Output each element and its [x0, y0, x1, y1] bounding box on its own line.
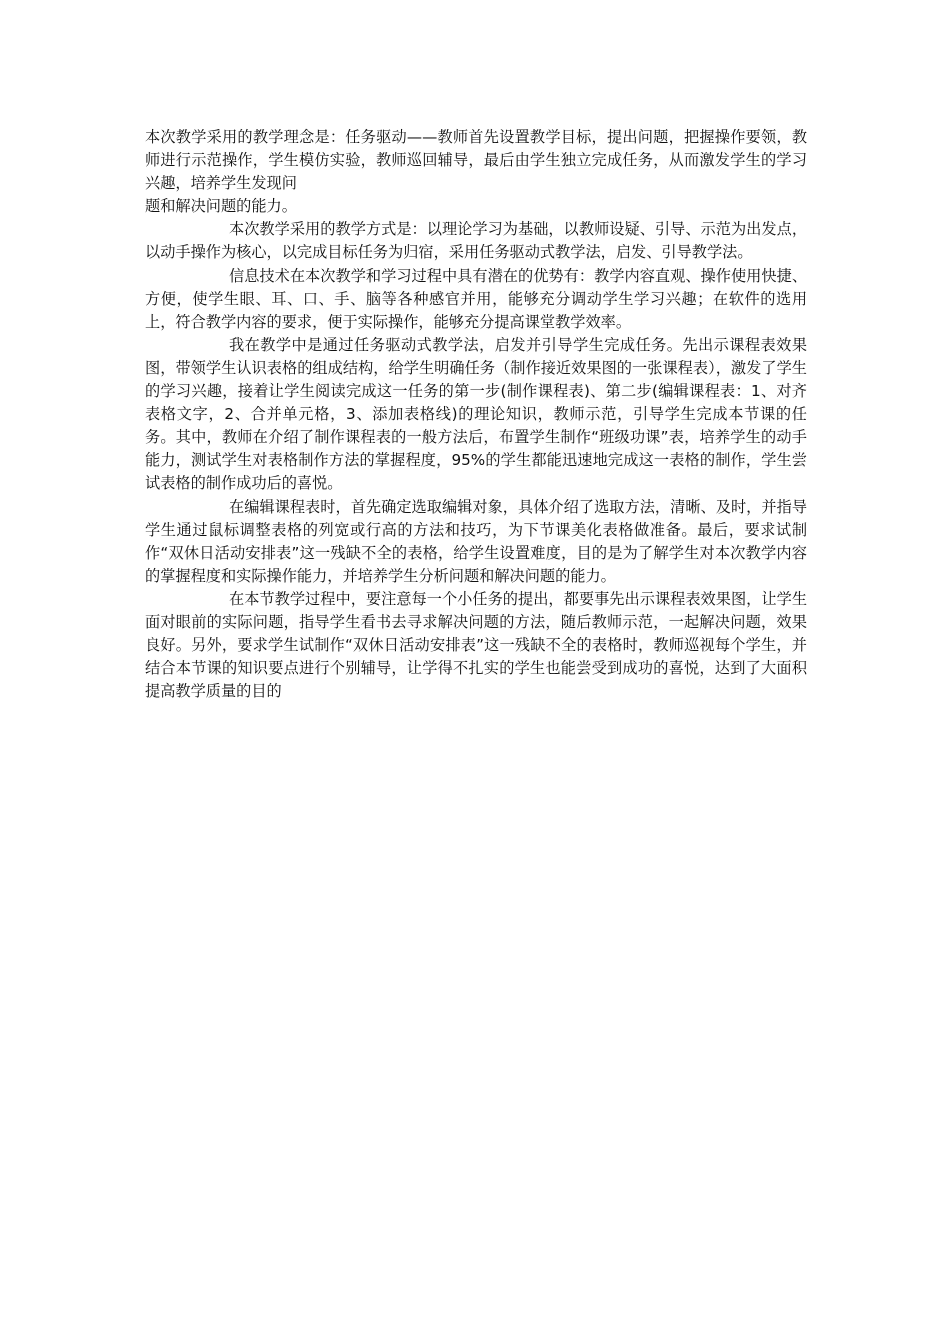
paragraph-line: 题和解决问题的能力。 [145, 197, 297, 216]
paragraph-teaching-method: 本次教学采用的教学方式是：以理论学习为基础，以教师设疑、引导、示范为出发点，以动手操作为核心，以完成目标任务为归宿，采用任务驱动式教学法，启发、引导教学法。 [145, 220, 807, 262]
paragraph-line: 本次教学采用的教学理念是：任务驱动——教师首先设置教学目标，提出问题，把握操作要领，教师进行示范操作，学生模仿实验，教师巡回辅导，最后由学生独立完成任务，从而激发学生的学习兴趣，培养学生发现问 [145, 128, 807, 193]
paragraph-reflection: 在本节教学过程中，要注意每一个小任务的提出，都要事先出示课程表效果图，让学生面对眼前的实际问题，指导学生看书去寻求解决问题的方法，随后教师示范，一起解决问题，效果良好。另外，要求学生试制作“双休日活动安排表”这一残缺不全的表格时，教师巡视每个学生，并结合本节课的知识要点进行个别辅导，让学得不扎实的学生也能尝受到成功的喜悦，达到了大面积提高教学质量的目的 [145, 589, 807, 701]
paragraph-task-driven-process: 我在教学中是通过任务驱动式教学法，启发并引导学生完成任务。先出示课程表效果图，带领学生认识表格的组成结构，给学生明确任务（制作接近效果图的一张课程表），激发了学生的学习兴趣，接着让学生阅读完成这一任务的第一步(制作课程表)、第二步(编辑课程表：1、对齐表格文字，2、合并单元格，3、添加表格线)的理论知识，教师示范，引导学生完成本节课的任务。其中，教师在介绍了制作课程表的一般方法后，布置学生制作“班级功课”表，培养学生的动手能力，测试学生对表格制作方法的掌握程度，95%的学生都能迅速地完成这一表格的制作，学生尝试表格的制作成功后的喜悦。 [145, 335, 807, 493]
paragraph-it-advantages: 信息技术在本次教学和学习过程中具有潜在的优势有：教学内容直观、操作使用快捷、方便，使学生眼、耳、口、手、脑等各种感官并用，能够充分调动学生学习兴趣；在软件的选用上，符合教学内容的要求，便于实际操作，能够充分提高课堂教学效率。 [145, 266, 807, 331]
paragraph-editing-schedule: 在编辑课程表时，首先确定选取编辑对象，具体介绍了选取方法，清晰、及时，并指导学生通过鼠标调整表格的列宽或行高的方法和技巧，为下节课美化表格做准备。最后，要求试制作“双休日活动安排表”这一残缺不全的表格，给学生设置难度，目的是为了解学生对本次教学内容的掌握程度和实际操作能力，并培养学生分析问题和解决问题的能力。 [145, 497, 807, 585]
document-body [145, 126, 807, 703]
paragraph-teaching-philosophy [145, 126, 807, 218]
